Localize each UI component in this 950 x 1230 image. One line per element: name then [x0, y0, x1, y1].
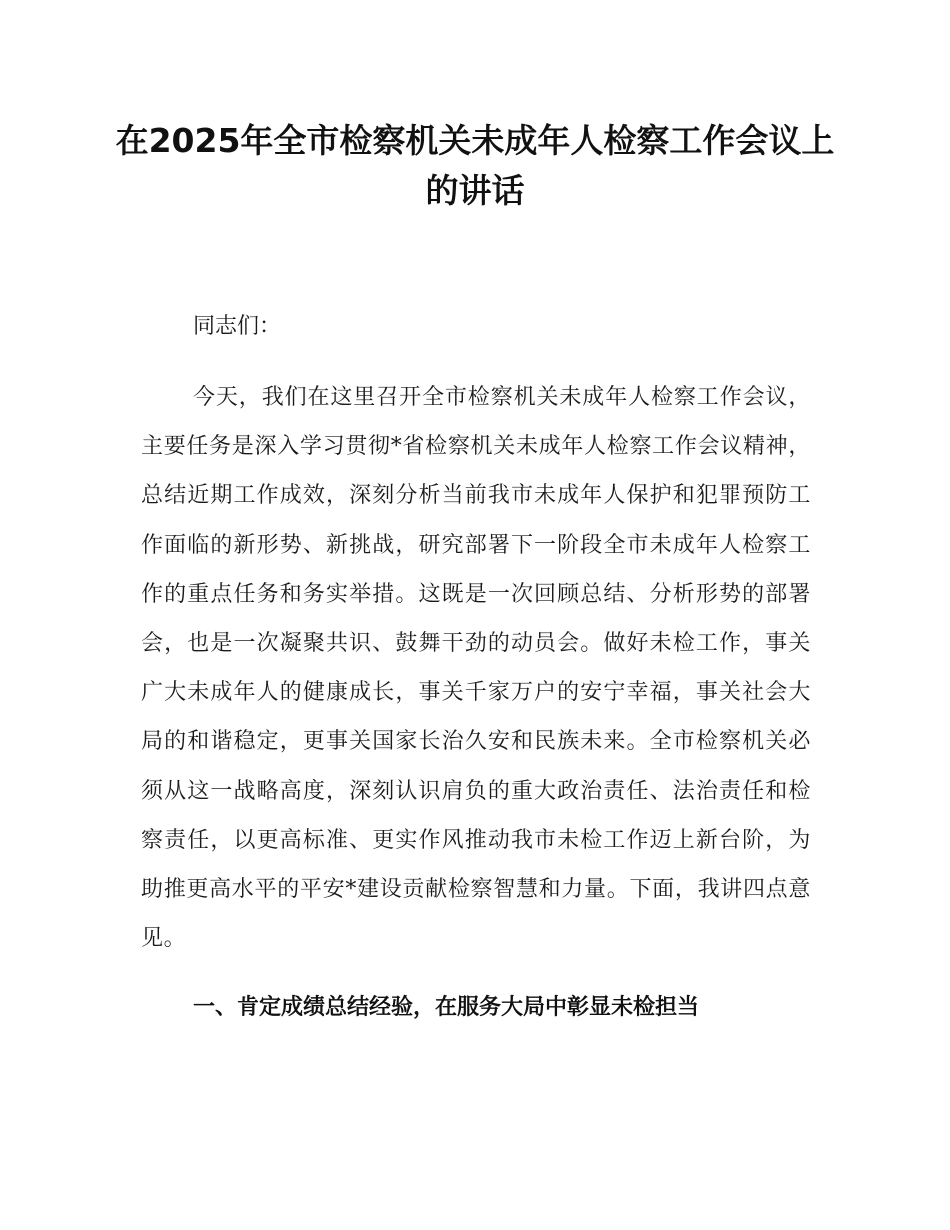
section-heading: 一、肯定成绩总结经验，在服务大局中彰显未检担当: [193, 995, 700, 1021]
document-title: 在2025年全市检察机关未成年人检察工作会议上的讲话: [115, 121, 835, 210]
body-paragraph: 今天，我们在这里召开全市检察机关未成年人检察工作会议，主要任务是深入学习贯彻*省检察机关未成年人检察工作会议精神，总结近期工作成效，深刻分析当前我市未成年人保护和犯罪预防工作面临的新形势、新挑战，研究部署下一阶段全市未成年人检察工作的重点任务和务实举措。这既是一次回顾总结、分析形势的部署会，也是一次凝聚共识、鼓舞干劲的动员会。做好未检工作，事关广大未成年人的健康成长，事关千家万户的安宁幸福，事关社会大局的和谐稳定，更事关国家长治久安和民族未来。全市检察机关必须从这一战略高度，深刻认识肩负的重大政治责任、法治责任和检察责任，以更高标准、更实作风推动我市未检工作迈上新台阶，为助推更高水平的平安*建设贡献检察智慧和力量。下面，我讲四点意见。: [141, 385, 811, 952]
document-body: [141, 302, 811, 1032]
salutation: 同志们：: [193, 314, 282, 339]
